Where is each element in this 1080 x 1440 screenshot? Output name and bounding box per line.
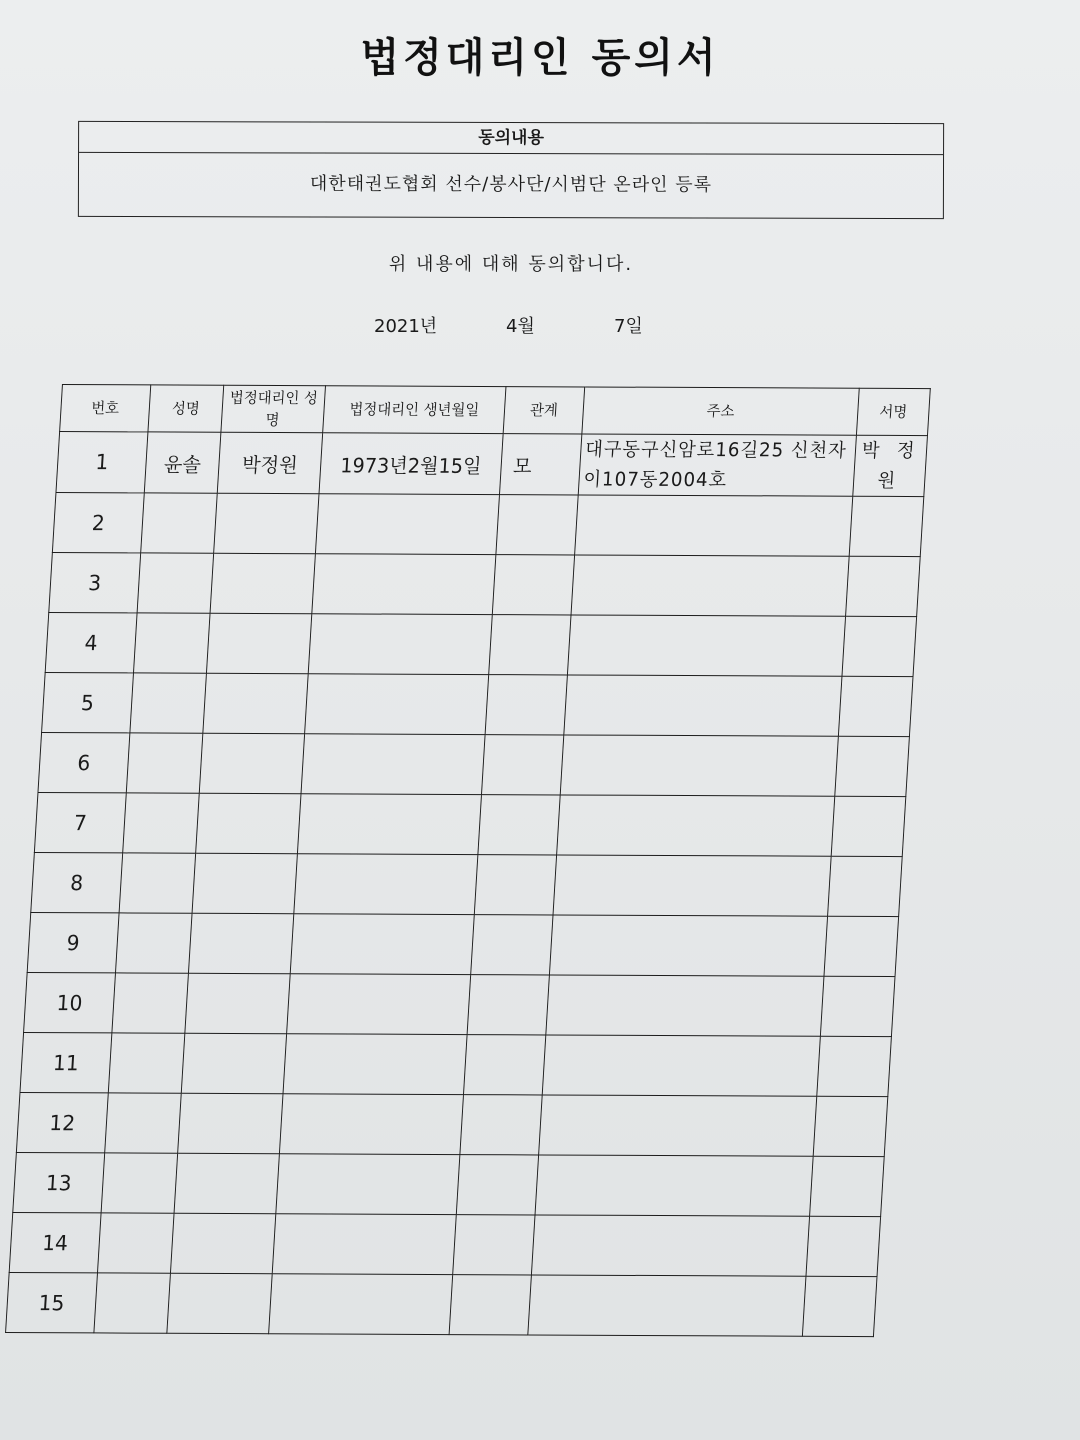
row-relation — [460, 1095, 542, 1155]
row-signature — [813, 1096, 888, 1156]
row-address — [571, 555, 849, 616]
row-name: 윤솔 — [144, 432, 221, 493]
row-address — [528, 1275, 806, 1336]
row-relation — [456, 1155, 538, 1215]
row-signature — [820, 976, 895, 1036]
row-guardian-name — [192, 853, 297, 913]
row-signature — [849, 496, 924, 556]
row-relation — [453, 1215, 535, 1275]
agreement-statement: 위 내용에 대해 동의합니다. — [388, 254, 634, 275]
row-address — [539, 1095, 817, 1156]
row-name — [112, 973, 189, 1033]
row-address — [535, 1155, 813, 1216]
row-signature — [802, 1276, 877, 1336]
header-name: 성명 — [148, 385, 224, 432]
row-relation — [481, 735, 563, 795]
row-number: 9 — [27, 913, 119, 973]
table-row — [42, 673, 913, 737]
row-guardian-birth — [279, 1094, 463, 1155]
row-name — [105, 1093, 182, 1153]
row-name — [133, 613, 210, 673]
row-relation — [496, 495, 578, 555]
row-name — [126, 733, 203, 793]
row-number: 3 — [49, 553, 141, 613]
table-row — [34, 793, 905, 857]
row-guardian-name — [174, 1153, 279, 1213]
row-guardian-birth — [305, 674, 489, 735]
table-row — [9, 1213, 880, 1277]
row-address — [546, 975, 824, 1036]
table-row — [20, 1033, 891, 1097]
row-signature — [824, 916, 899, 976]
agreement-content: 대한태권도협회 선수/봉사단/시범단 온라인 등록 — [309, 173, 713, 196]
row-guardian-birth — [290, 914, 474, 975]
table-row — [56, 432, 928, 497]
agreement-header: 동의내용 — [79, 122, 943, 155]
row-relation — [478, 795, 560, 855]
row-number: 12 — [16, 1093, 108, 1153]
row-guardian-name — [178, 1093, 283, 1153]
row-address — [549, 915, 827, 976]
row-address — [575, 495, 853, 556]
row-number: 2 — [52, 493, 144, 553]
row-guardian-name — [188, 913, 293, 973]
header-relation: 관계 — [503, 387, 585, 434]
row-relation — [492, 555, 574, 615]
row-address — [531, 1215, 809, 1276]
row-signature — [806, 1216, 881, 1276]
row-guardian-name — [196, 793, 301, 853]
row-guardian-name — [199, 733, 304, 793]
row-address — [542, 1035, 820, 1096]
table-body — [6, 432, 928, 1337]
row-relation — [467, 975, 549, 1035]
row-signature — [838, 676, 913, 736]
table-row — [13, 1153, 884, 1217]
header-number: 번호 — [60, 385, 151, 432]
row-signature — [831, 796, 906, 856]
table-row — [52, 493, 923, 557]
row-number: 7 — [34, 793, 126, 853]
agreement-box — [78, 121, 944, 219]
row-name — [108, 1033, 185, 1093]
row-number: 15 — [6, 1273, 98, 1333]
row-relation — [471, 915, 553, 975]
row-number: 8 — [31, 853, 123, 913]
row-guardian-name: 박정원 — [217, 432, 322, 493]
row-number: 14 — [9, 1213, 101, 1273]
row-number: 5 — [42, 673, 134, 733]
row-signature — [835, 736, 910, 796]
row-guardian-birth — [312, 554, 496, 615]
row-number: 13 — [13, 1153, 105, 1213]
table-row — [45, 613, 916, 677]
row-number: 1 — [56, 432, 148, 493]
row-name — [137, 553, 214, 613]
date-year: 2021년 — [374, 316, 438, 337]
row-number: 6 — [38, 733, 130, 793]
row-number: 10 — [24, 973, 116, 1033]
row-address — [560, 735, 838, 796]
table-row — [27, 913, 898, 977]
header-address: 주소 — [582, 387, 859, 435]
table-row — [6, 1273, 877, 1337]
row-relation — [485, 675, 567, 735]
row-guardian-birth — [315, 494, 499, 555]
row-guardian-birth: 1973년2월15일 — [319, 433, 503, 495]
header-guardian-birth: 법정대리인 생년월일 — [323, 386, 506, 434]
guardian-table-wrapper — [5, 384, 921, 1337]
row-signature — [810, 1156, 885, 1216]
table-row — [38, 733, 909, 797]
row-guardian-birth — [272, 1214, 456, 1275]
document-title: 법정대리인 동의서 — [360, 35, 720, 81]
table-row — [16, 1093, 887, 1157]
table-header-row — [60, 385, 931, 436]
row-name — [130, 673, 207, 733]
row-name — [119, 853, 196, 913]
row-guardian-name — [214, 493, 319, 553]
row-name — [115, 913, 192, 973]
row-guardian-name — [170, 1213, 275, 1273]
row-address — [553, 855, 831, 916]
row-address — [564, 675, 842, 736]
row-relation — [463, 1035, 545, 1095]
row-signature — [817, 1036, 892, 1096]
row-address — [567, 615, 845, 676]
row-guardian-birth — [294, 854, 478, 915]
row-address — [557, 795, 835, 856]
row-guardian-birth — [308, 614, 492, 675]
row-name — [123, 793, 200, 853]
row-guardian-name — [167, 1273, 272, 1333]
row-signature — [828, 856, 903, 916]
row-relation — [489, 615, 571, 675]
header-signature: 서명 — [856, 388, 930, 435]
row-guardian-name — [210, 553, 315, 613]
row-guardian-birth — [301, 734, 485, 795]
row-number: 11 — [20, 1033, 112, 1093]
row-signature — [846, 556, 921, 616]
row-name — [97, 1213, 174, 1273]
row-guardian-birth — [269, 1274, 453, 1335]
row-guardian-birth — [283, 1034, 467, 1095]
row-number: 4 — [45, 613, 137, 673]
guardian-table — [5, 384, 931, 1337]
row-signature: 박 정 원 — [853, 435, 928, 496]
row-name — [101, 1153, 178, 1213]
row-guardian-birth — [276, 1154, 460, 1215]
date-month: 4월 — [506, 316, 535, 337]
row-relation: 모 — [499, 434, 581, 495]
row-relation — [474, 855, 556, 915]
row-guardian-name — [206, 613, 311, 673]
table-row — [24, 973, 895, 1037]
header-guardian-name: 법정대리인 성명 — [221, 385, 326, 432]
table-row — [31, 853, 902, 917]
row-guardian-name — [185, 973, 290, 1033]
row-address: 대구동구신암로16길25 신천자이107동2004호 — [578, 434, 856, 496]
row-guardian-name — [203, 673, 308, 733]
row-relation — [449, 1275, 531, 1335]
table-row — [49, 553, 920, 617]
row-signature — [842, 616, 917, 676]
date-day: 7일 — [614, 316, 643, 337]
row-name — [94, 1273, 171, 1333]
row-name — [141, 493, 218, 553]
row-guardian-birth — [287, 974, 471, 1035]
row-guardian-birth — [297, 794, 481, 855]
row-guardian-name — [181, 1033, 286, 1093]
